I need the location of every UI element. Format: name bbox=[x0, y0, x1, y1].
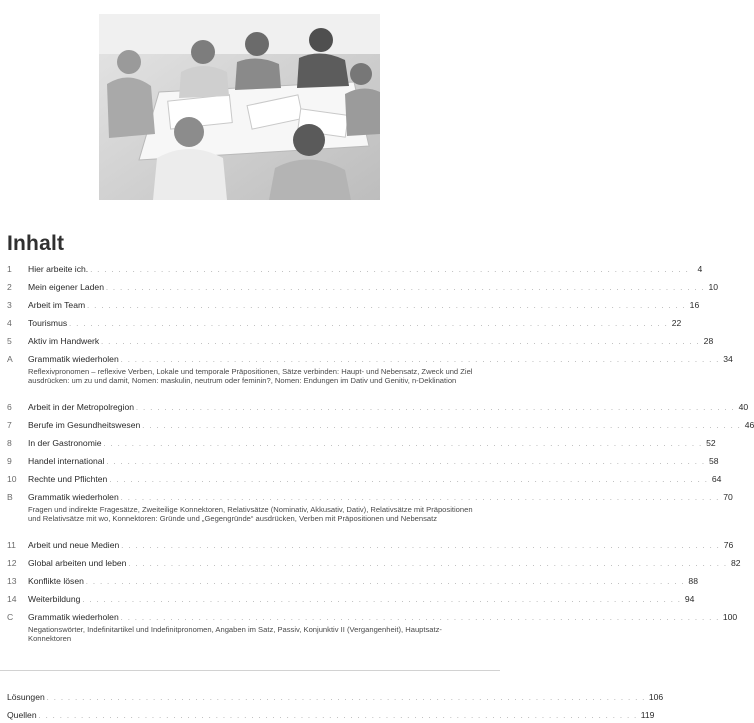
page-number: 82 bbox=[730, 558, 741, 568]
dot-leader: . . . . . . . . . . . . . . . . . . . . . . . . . . . . . . . . . . . . . . . . . . . . . . . . . . . . . . . . . . . . . . . . . . . . . . . . . . . . . . . . . . . . . bbox=[120, 615, 720, 622]
dot-leader: . . . . . . . . . . . . . . . . . . . . . . . . . . . . . . . . . . . . . . . . . . . . . . . . . . . . . . . . . . . . . . . . . . . . . . . . . . . . . . . . . . . . . bbox=[121, 543, 721, 550]
chapter-title: Arbeit im Team bbox=[28, 300, 86, 310]
chapter-number: 7 bbox=[7, 420, 12, 430]
dot-leader: . . . . . . . . . . . . . . . . . . . . . . . . . . . . . . . . . . . . . . . . . . . . . . . . . . . . . . . . . . . . . . . . . . . . . . . . . . . . . . . . . . . . . bbox=[120, 357, 720, 364]
dot-leader: . . . . . . . . . . . . . . . . . . . . . . . . . . . . . . . . . . . . . . . . . . . . . . . . . . . . . . . . . . . . . . . . . . . . . . . . . . . . . . . . . . . . . bbox=[90, 267, 690, 274]
team-meeting-image bbox=[99, 14, 380, 200]
toc-entry-body bbox=[28, 318, 682, 331]
chapter-number: A bbox=[7, 354, 13, 364]
toc-title-line bbox=[28, 492, 733, 505]
dot-leader: . . . . . . . . . . . . . . . . . . . . . . . . . . . . . . . . . . . . . . . . . . . . . . . . . . . . . . . . . . . . . . . . . . . . . . . . . . . . . . . . . . . . . bbox=[101, 339, 701, 346]
chapter-number: C bbox=[7, 612, 14, 622]
dot-leader: . . . . . . . . . . . . . . . . . . . . . . . . . . . . . . . . . . . . . . . . . . . . . . . . . . . . . . . . . . . . . . . . . . . . . . . . . . . . . . . . . . . . . bbox=[87, 303, 687, 310]
toc-entry-body bbox=[28, 336, 714, 349]
dot-leader: . . . . . . . . . . . . . . . . . . . . . . . . . . . . . . . . . . . . . . . . . . . . . . . . . . . . . . . . . . . . . . . . . . . . . . . . . . . . . . . . . . . . . bbox=[142, 423, 742, 430]
toc-title-line bbox=[28, 282, 719, 295]
toc-title-line bbox=[28, 456, 719, 469]
dot-leader: . . . . . . . . . . . . . . . . . . . . . . . . . . . . . . . . . . . . . . . . . . . . . . . . . . . . . . . . . . . . . . . . . . . . . . . . . . . . . . . . . . . . . bbox=[103, 441, 703, 448]
chapter-title: Grammatik wiederholen bbox=[28, 492, 119, 502]
chapter-number: B bbox=[7, 492, 13, 502]
toc-entry-body bbox=[28, 402, 749, 415]
toc-title-line bbox=[28, 612, 738, 625]
chapter-number: 3 bbox=[7, 300, 12, 310]
chapter-title: Arbeit in der Metropolregion bbox=[28, 402, 135, 412]
dot-leader: . . . . . . . . . . . . . . . . . . . . . . . . . . . . . . . . . . . . . . . . . . . . . . . . . . . . . . . . . . . . . . . . . . . . . . . . . . . . . . . . . . . . . bbox=[69, 321, 669, 328]
dot-leader: . . . . . . . . . . . . . . . . . . . . . . . . . . . . . . . . . . . . . . . . . . . . . . . . . . . . . . . . . . . . . . . . . . . . . . . . . . . . . . . . . . . . . bbox=[82, 597, 682, 604]
page-number: 16 bbox=[689, 300, 700, 310]
chapter-number: 5 bbox=[7, 336, 12, 346]
dot-leader: . . . . . . . . . . . . . . . . . . . . . . . . . . . . . . . . . . . . . . . . . . . . . . . . . . . . . . . . . . . . . . . . . . . . . . . . . . . . . . . . . . . . . bbox=[85, 579, 685, 586]
toc-entry-body bbox=[28, 300, 700, 313]
chapter-number: 1 bbox=[7, 264, 12, 274]
page-number: 46 bbox=[744, 420, 754, 430]
chapter-number: 4 bbox=[7, 318, 12, 328]
dot-leader: . . . . . . . . . . . . . . . . . . . . . . . . . . . . . . . . . . . . . . . . . . . . . . . . . . . . . . . . . . . . . . . . . . . . . . . . . . . . . . . . . . . . . bbox=[136, 405, 736, 412]
dot-leader: . . . . . . . . . . . . . . . . . . . . . . . . . . . . . . . . . . . . . . . . . . . . . . . . . . . . . . . . . . . . . . . . . . . . . . . . . . . . . . . . . . . . . bbox=[128, 561, 728, 568]
toc-title-line bbox=[28, 336, 714, 349]
toc-title-line bbox=[28, 300, 700, 313]
chapter-title: Mein eigener Laden bbox=[28, 282, 104, 292]
toc-title-line bbox=[28, 540, 734, 553]
toc-title-line bbox=[7, 692, 664, 705]
chapter-title: Quellen bbox=[7, 710, 37, 720]
toc-entry-body bbox=[28, 492, 733, 524]
chapter-title: Konflikte lösen bbox=[28, 576, 84, 586]
page-number: 4 bbox=[697, 264, 703, 274]
toc-title-line bbox=[28, 420, 754, 433]
toc-title-line bbox=[28, 474, 722, 487]
chapter-title: Grammatik wiederholen bbox=[28, 354, 119, 364]
chapter-number: 11 bbox=[7, 540, 16, 550]
chapter-number: 12 bbox=[7, 558, 17, 568]
page-number: 100 bbox=[722, 612, 738, 622]
toc-title-line bbox=[28, 354, 733, 367]
toc-title-line bbox=[28, 402, 749, 415]
chapter-description: Fragen und indirekte Fragesätze, Zweiteilige Konnektoren, Relativsätze (Nominativ, Akkusativ, Dativ), Relativsätze mit Präpositionen und Relativsätze mit wo, Konnektoren: Gründe und „Gegengründe“ ausdrücken, Verben mit Präpositionen und Nebensatz bbox=[28, 504, 473, 524]
team-photo bbox=[99, 14, 380, 200]
chapter-title: Lösungen bbox=[7, 692, 45, 702]
chapter-title: Weiterbildung bbox=[28, 594, 81, 604]
page-number: 58 bbox=[708, 456, 719, 466]
dot-leader: . . . . . . . . . . . . . . . . . . . . . . . . . . . . . . . . . . . . . . . . . . . . . . . . . . . . . . . . . . . . . . . . . . . . . . . . . . . . . . . . . . . . . bbox=[105, 285, 706, 292]
page-number: 119 bbox=[640, 710, 655, 720]
page-number: 40 bbox=[738, 402, 749, 412]
toc-title-line bbox=[28, 438, 716, 451]
dot-leader: . . . . . . . . . . . . . . . . . . . . . . . . . . . . . . . . . . . . . . . . . . . . . . . . . . . . . . . . . . . . . . . . . . . . . . . . . . . . . . . . . . . . . bbox=[38, 713, 638, 720]
chapter-description: Negationswörter, Indefinitartikel und Indefinitpronomen, Angaben im Satz, Passiv, Konjunktiv II (Vergangenheit), Hauptsatz-Konnektoren bbox=[28, 624, 442, 644]
chapter-number: 9 bbox=[7, 456, 12, 466]
chapter-number: 2 bbox=[7, 282, 12, 292]
toc-entry-body bbox=[7, 692, 664, 705]
page-number: 22 bbox=[671, 318, 682, 328]
chapter-title: Arbeit und neue Medien bbox=[28, 540, 120, 550]
toc-entry-body bbox=[28, 576, 698, 589]
toc-entry-body bbox=[28, 474, 722, 487]
page-number: 76 bbox=[723, 540, 734, 550]
chapter-title: Global arbeiten und leben bbox=[28, 558, 127, 568]
dot-leader: . . . . . . . . . . . . . . . . . . . . . . . . . . . . . . . . . . . . . . . . . . . . . . . . . . . . . . . . . . . . . . . . . . . . . . . . . . . . . . . . . . . . . bbox=[109, 477, 709, 484]
chapter-title: Berufe im Gesundheitswesen bbox=[28, 420, 141, 430]
toc-title-line bbox=[28, 558, 741, 571]
chapter-title: Handel international bbox=[28, 456, 105, 466]
toc-entry-body bbox=[28, 612, 738, 644]
page-title: Inhalt bbox=[7, 232, 65, 255]
chapter-number: 14 bbox=[7, 594, 17, 604]
toc-entry-body bbox=[28, 456, 719, 469]
chapter-title: Grammatik wiederholen bbox=[28, 612, 119, 622]
dot-leader: . . . . . . . . . . . . . . . . . . . . . . . . . . . . . . . . . . . . . . . . . . . . . . . . . . . . . . . . . . . . . . . . . . . . . . . . . . . . . . . . . . . . . bbox=[106, 459, 706, 466]
page-number: 94 bbox=[684, 594, 695, 604]
toc-title-line bbox=[28, 264, 703, 277]
dot-leader: . . . . . . . . . . . . . . . . . . . . . . . . . . . . . . . . . . . . . . . . . . . . . . . . . . . . . . . . . . . . . . . . . . . . . . . . . . . . . . . . . . . . . bbox=[46, 695, 646, 702]
chapter-number: 10 bbox=[7, 474, 17, 484]
page-number: 88 bbox=[688, 576, 698, 586]
toc-entry-body bbox=[28, 558, 741, 571]
toc-entry-body bbox=[28, 264, 703, 277]
page-number: 70 bbox=[723, 492, 733, 502]
chapter-title: In der Gastronomie bbox=[28, 438, 102, 448]
page-number: 64 bbox=[711, 474, 722, 484]
chapter-number: 6 bbox=[7, 402, 12, 412]
page-number: 28 bbox=[703, 336, 714, 346]
toc-entry-body bbox=[28, 282, 719, 295]
page-number: 10 bbox=[708, 282, 719, 292]
toc-title-line bbox=[7, 710, 655, 723]
chapter-title: Rechte und Pflichten bbox=[28, 474, 108, 484]
page-number: 34 bbox=[723, 354, 733, 364]
toc-title-line bbox=[28, 576, 698, 589]
toc-title-line bbox=[28, 318, 682, 331]
toc-title-line bbox=[28, 594, 695, 607]
chapter-title: Aktiv im Handwerk bbox=[28, 336, 100, 346]
chapter-description: Reflexivpronomen – reflexive Verben, Lokale und temporale Präpositionen, Sätze verbinden: Haupt- und Nebensatz, Zweck und Ziel ausdrücken: um zu und damit, Nomen: maskulin, neutrum oder feminin?, Nomen: Endungen im Dativ und Genitiv, n-Deklination bbox=[28, 366, 473, 386]
toc-entry-body bbox=[7, 710, 655, 723]
page-number: 106 bbox=[648, 692, 664, 702]
toc-entry-body bbox=[28, 420, 754, 433]
toc-divider bbox=[0, 670, 500, 671]
toc-entry-body bbox=[28, 438, 716, 451]
chapter-number: 13 bbox=[7, 576, 17, 586]
dot-leader: . . . . . . . . . . . . . . . . . . . . . . . . . . . . . . . . . . . . . . . . . . . . . . . . . . . . . . . . . . . . . . . . . . . . . . . . . . . . . . . . . . . . . bbox=[120, 495, 720, 502]
chapter-title: Hier arbeite ich. bbox=[28, 264, 89, 274]
toc-entry-body bbox=[28, 354, 733, 386]
toc-entry-body bbox=[28, 594, 695, 607]
toc-entry-body bbox=[28, 540, 734, 553]
page-number: 52 bbox=[706, 438, 716, 448]
chapter-title: Tourismus bbox=[28, 318, 68, 328]
chapter-number: 8 bbox=[7, 438, 12, 448]
